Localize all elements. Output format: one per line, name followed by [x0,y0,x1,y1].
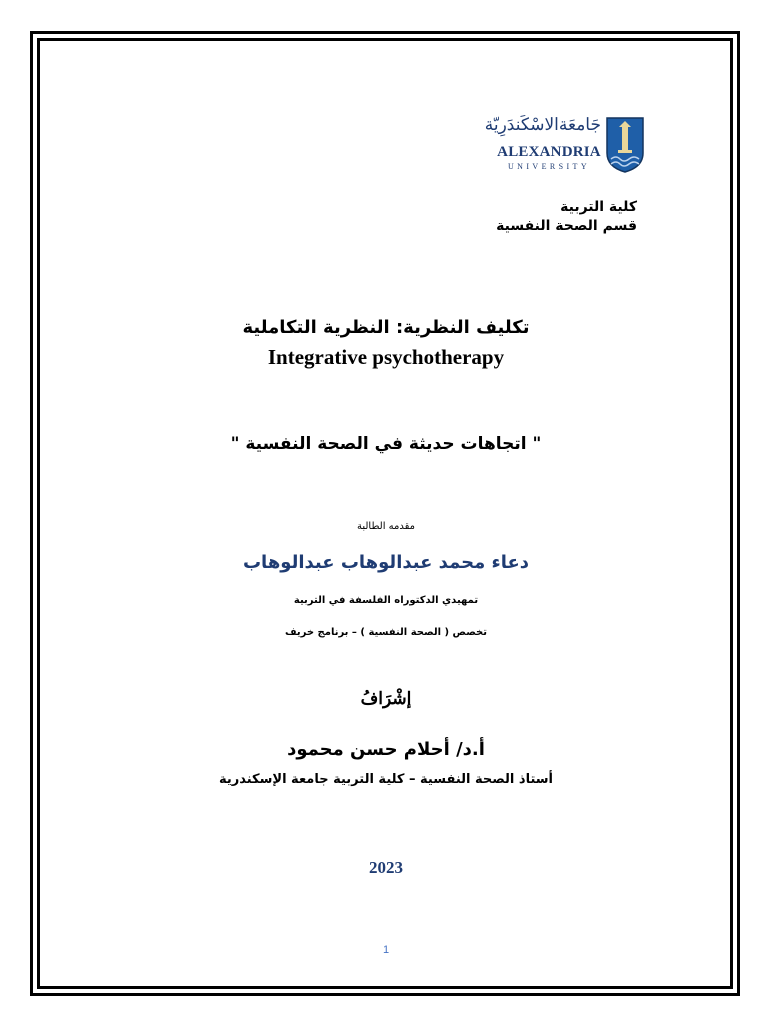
assignment-title-arabic: تكليف النظرية: النظرية التكاملية [242,317,530,338]
logo-university-text: UNIVERSITY [508,162,590,171]
college-name: كلية التربية [560,199,637,215]
student-degree: تمهيدي الدكتوراه الفلسفة في التربية [293,595,479,606]
student-name: دعاء محمد عبدالوهاب عبدالوهاب [242,552,530,573]
supervisor-title: أستاذ الصحة النفسية – كلية التربية جامعة الإسكندرية [218,772,554,787]
university-logo [484,114,647,176]
supervisor-name: أ.د/ أحلام حسن محمود [287,739,485,760]
assignment-title-english: Integrative psychotherapy [267,345,505,369]
page-number: 1 [382,944,390,956]
presented-by-label: مقدمه الطالبة [356,521,416,532]
course-name: " اتجاهات حديثة في الصحة النفسية " [230,434,542,454]
student-specialty: تخصص ( الصحة النفسية ) – برنامج خريف [284,627,488,638]
page-border-inner [37,38,733,989]
year: 2023 [369,858,403,877]
department-name: قسم الصحة النفسية [496,218,637,234]
logo-arabic-text: جَامعَةالاسْكَندَرِيّة [484,115,601,135]
shield-icon [606,117,644,173]
supervision-heading: إشْرَافُ [360,689,412,709]
logo-english-text: ALEXANDRIA [497,144,601,160]
faculty-block [496,198,637,236]
